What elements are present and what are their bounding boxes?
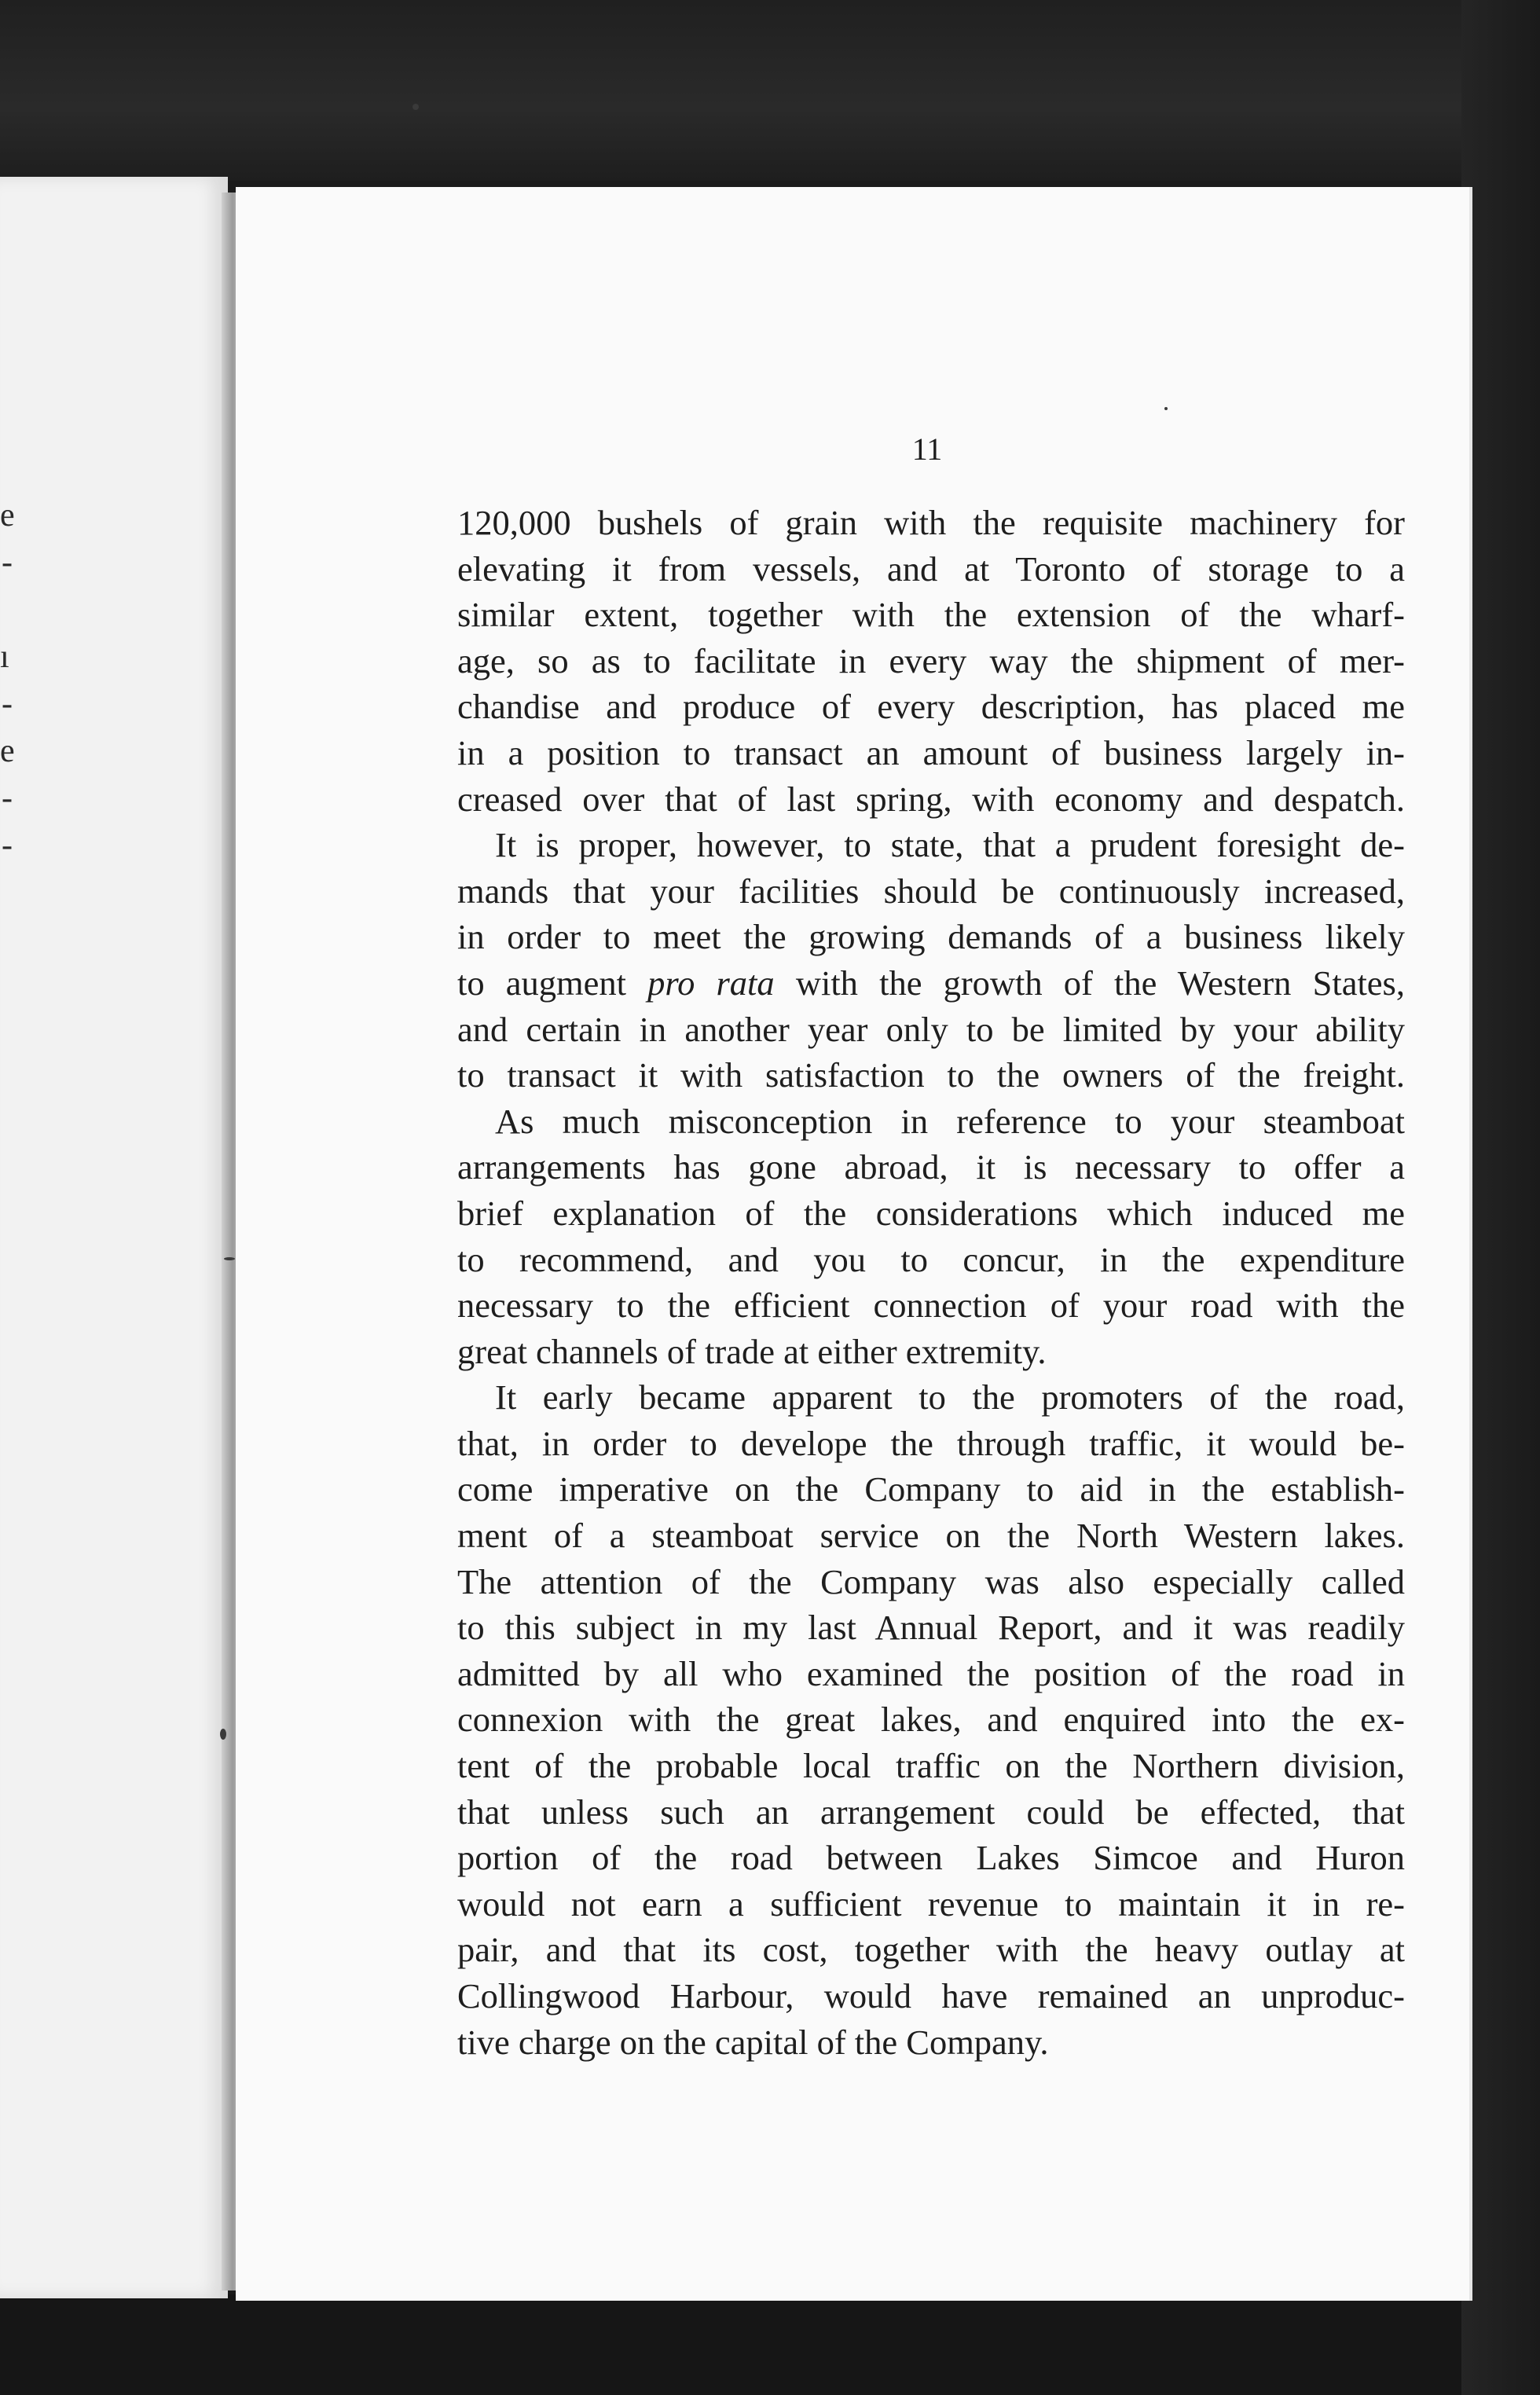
text-line: to this subject in my last Annual Report, and it was readily xyxy=(457,1608,1405,1648)
text-line: age, so as to facilitate in every way the shipment of mer- xyxy=(457,640,1405,680)
text-line: chandise and produce of every description, has placed me xyxy=(457,687,1405,727)
text-line: As much misconception in reference to your steamboat xyxy=(495,1101,1405,1141)
left-page-char: - xyxy=(2,780,13,816)
text-line: in order to meet the growing demands of a business likely xyxy=(457,917,1405,957)
text-line: necessary to the efficient connection of your road with the xyxy=(457,1286,1405,1326)
text-line: elevating it from vessels, and at Toronto of storage to a xyxy=(457,548,1405,589)
text-line: come imperative on the Company to aid in the establish- xyxy=(457,1469,1405,1509)
left-page-char: - xyxy=(2,686,13,722)
text-line: would not earn a sufficient revenue to maintain it in re- xyxy=(457,1883,1405,1924)
text-line: to recommend, and you to concur, in the expenditure xyxy=(457,1239,1405,1279)
text-line: 120,000 bushels of grain with the requisite machinery for xyxy=(457,503,1405,542)
left-page-char: ı xyxy=(0,639,9,675)
left-page-char: e xyxy=(0,733,15,769)
paragraph xyxy=(457,1098,1405,1375)
left-page-char: - xyxy=(2,827,13,864)
text-line: Collingwood Harbour, would have remained an unproduc- xyxy=(457,1976,1405,2015)
paragraph xyxy=(457,822,1405,1098)
text-line: connexion with the great lakes, and enquired into the ex- xyxy=(457,1700,1405,1740)
page-number: 11 xyxy=(911,431,943,467)
text-line: tent of the probable local traffic on the Northern division, xyxy=(457,1746,1405,1786)
text-line: and certain in another year only to be limited by your ability xyxy=(457,1009,1405,1049)
text-fragment: with the growth of the Western States, xyxy=(795,963,1406,1003)
text-line: that unless such an arrangement could be effected, that xyxy=(457,1792,1405,1832)
italic-phrase: pro rata xyxy=(647,963,775,1003)
left-page-char: - xyxy=(2,545,13,581)
scan-speck xyxy=(412,104,419,110)
scan-speck xyxy=(224,1257,235,1260)
scan-speck xyxy=(220,1729,226,1740)
scanner-background-bottom xyxy=(0,2294,1540,2395)
text-line: The attention of the Company was also especially called xyxy=(457,1561,1405,1601)
text-line-with-italic xyxy=(457,960,1405,1007)
text-line: great channels of trade at either extremity. xyxy=(457,1331,1047,1371)
text-line: tive charge on the capital of the Company. xyxy=(457,2022,1049,2062)
text-line: ment of a steamboat service on the North Western lakes. xyxy=(457,1516,1405,1556)
text-line: in a position to transact an amount of business largely in- xyxy=(457,732,1405,772)
text-line: creased over that of last spring, with economy and despatch. xyxy=(457,779,1405,819)
scan-speck xyxy=(1164,407,1168,410)
text-line: It is proper, however, to state, that a prudent foresight de- xyxy=(495,825,1405,865)
left-page-char: e xyxy=(0,497,15,534)
paragraph xyxy=(457,500,1405,822)
scanner-background-top xyxy=(0,0,1540,181)
text-line: that, in order to develope the through traffic, it would be- xyxy=(457,1423,1405,1463)
text-line: It early became apparent to the promoters of the road, xyxy=(495,1377,1405,1418)
left-facing-page xyxy=(0,177,228,2298)
body-text xyxy=(457,500,1405,2065)
text-line: mands that your facilities should be continuously increased, xyxy=(457,871,1405,911)
text-line: similar extent, together with the extension of the wharf- xyxy=(457,595,1405,635)
text-line: brief explanation of the considerations which induced me xyxy=(457,1193,1405,1233)
paragraph xyxy=(457,1374,1405,2065)
scanner-background-right xyxy=(1461,0,1540,2395)
text-line: to transact it with satisfaction to the owners of the freight. xyxy=(457,1055,1405,1095)
text-line: portion of the road between Lakes Simcoe and Huron xyxy=(457,1838,1405,1878)
text-fragment: to augment xyxy=(457,963,626,1003)
text-line: admitted by all who examined the position of the road in xyxy=(457,1653,1405,1693)
text-line: arrangements has gone abroad, it is necessary to offer a xyxy=(457,1147,1405,1187)
text-line: pair, and that its cost, together with the heavy outlay at xyxy=(457,1930,1405,1970)
